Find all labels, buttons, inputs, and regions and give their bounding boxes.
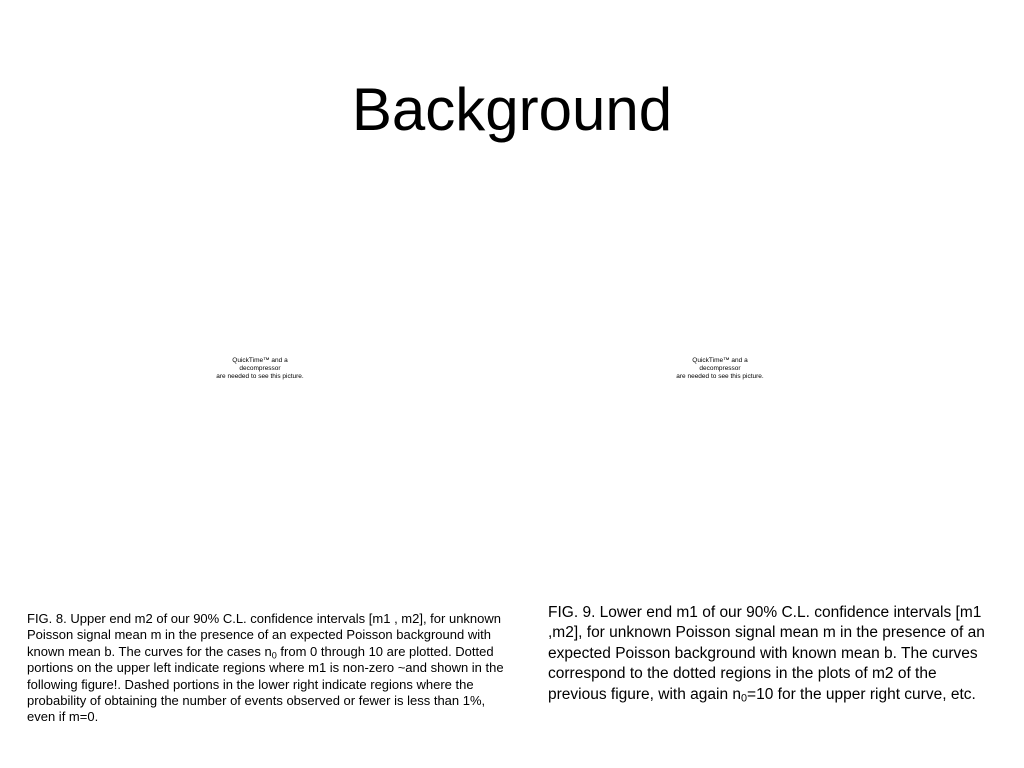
caption-text: FIG. 8. Upper end m2 of our 90% C.L. confidence intervals [m1 , m2], for unknown Poisson signal mean m in the presence of an expected Poisson background with known mean b. The curves for the cases n (27, 611, 502, 659)
placeholder-text-line: decompressor (699, 365, 741, 372)
placeholder-text-line: are needed to see this picture. (676, 373, 764, 380)
caption-subscript: 0 (741, 692, 748, 705)
caption-subscript: 0 (271, 650, 277, 661)
placeholder-text-line: decompressor (239, 365, 281, 372)
figure-9-caption (548, 603, 998, 705)
placeholder-text-line: are needed to see this picture. (216, 373, 304, 380)
figure-9-image-placeholder (620, 357, 820, 381)
caption-text: FIG. 9. Lower end m1 of our 90% C.L. confidence intervals [m1 ,m2], for unknown Poisson signal mean m in the presence of an expected Poisson background with known mean b. The curves correspond to the dotted regions in the plots of m2 of the previous figure, with again n (548, 604, 985, 703)
caption-text: from 0 through 10 are plotted. Dotted portions on the upper left indicate regions where m1 is non-zero ~and shown in the following figure!. Dashed portions in the lower right indicate regions where the probability of obtaining the number of events observed or fewer is less than 1%, even if m=0. (27, 643, 504, 725)
figure-8-image-placeholder (160, 357, 360, 381)
figure-8-caption (27, 611, 513, 726)
placeholder-text-line: QuickTime™ and a (692, 357, 748, 364)
slide-title: Background (351, 76, 673, 143)
placeholder-text-line: QuickTime™ and a (232, 357, 288, 364)
caption-text: =10 for the upper right curve, etc. (747, 685, 976, 703)
